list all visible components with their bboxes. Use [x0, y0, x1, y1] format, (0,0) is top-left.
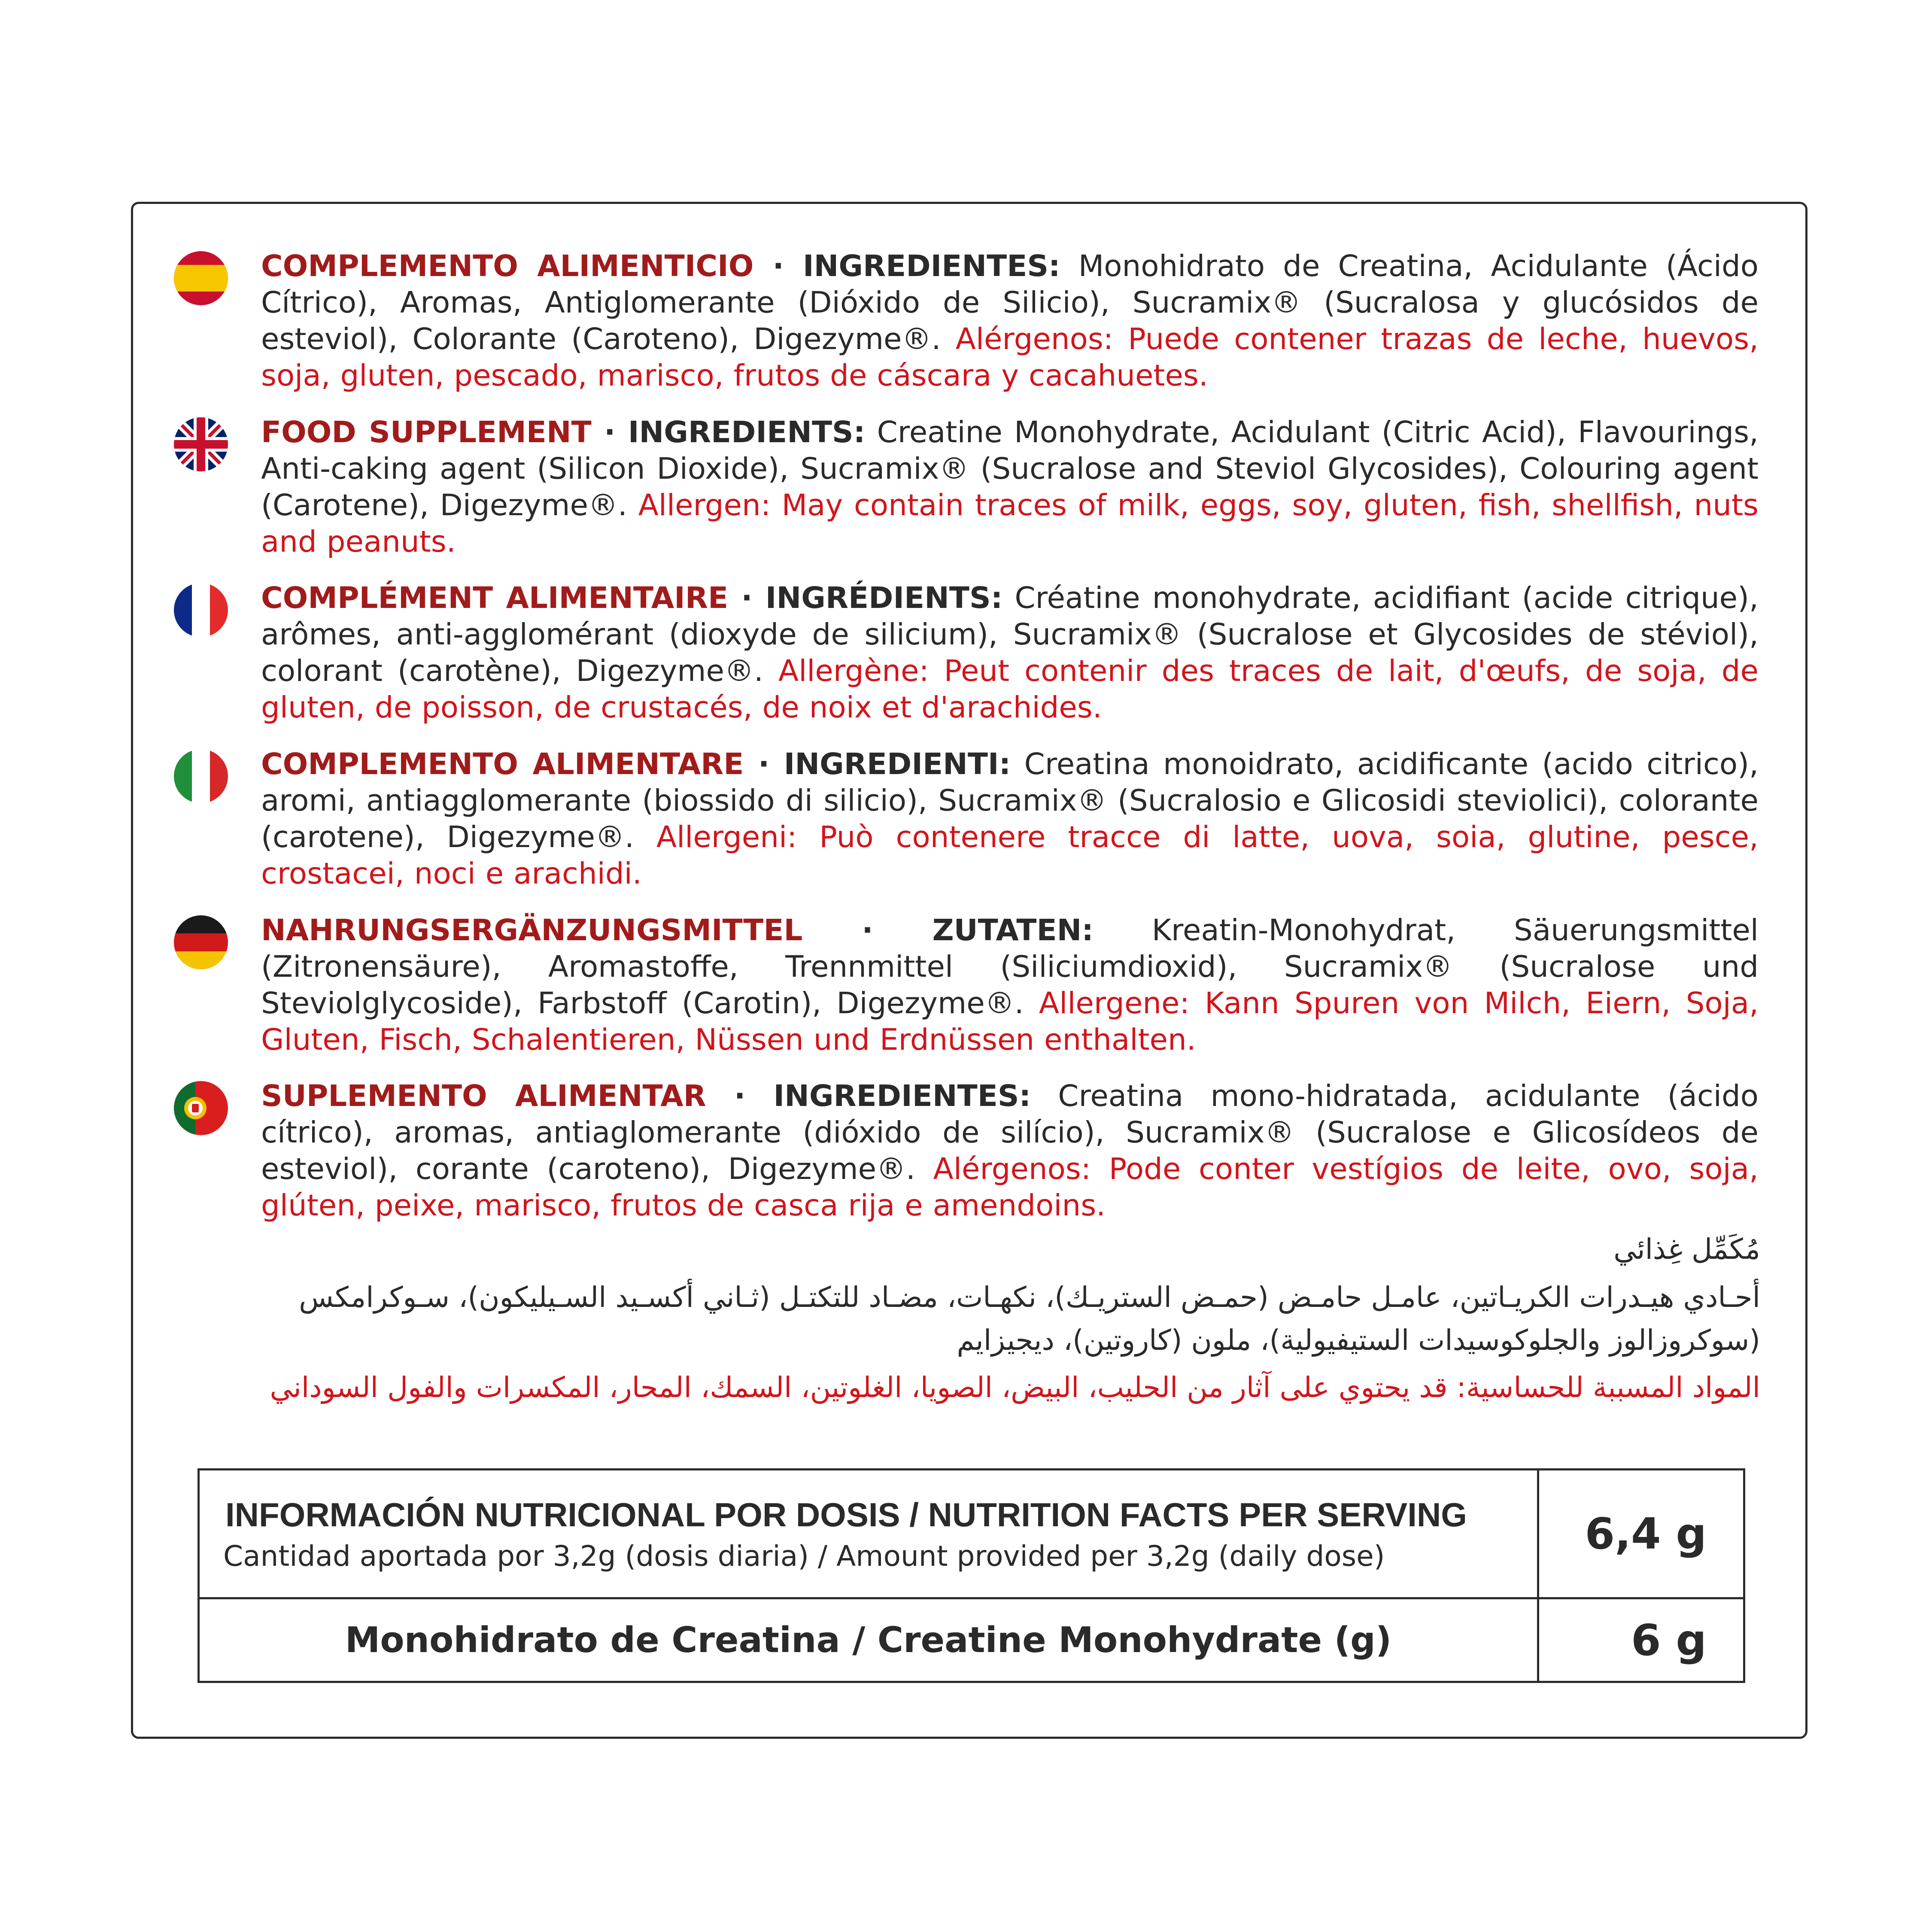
- ingredients-label: INGREDIENTS:: [628, 415, 866, 450]
- arabic-title: مُكَمِّل غِذائي: [1613, 1233, 1760, 1266]
- spain-flag-icon: [174, 251, 228, 305]
- nutrition-subheader: Cantidad aportada por 3,2g (dosis diaria) / Amount provided per 3,2g (daily dose): [223, 1539, 1385, 1573]
- nutrition-header-row: [199, 1470, 1744, 1598]
- nutrition-header: INFORMACIÓN NUTRICIONAL POR DOSIS / NUTRITION FACTS PER SERVING: [225, 1495, 1467, 1534]
- arabic-allergens: المواد المسببة للحساسية: قد يحتوي على آثار من الحليب، البيض، الصويا، الغلوتين، السمك، المحار، المكسرات والفول السوداني: [270, 1371, 1760, 1404]
- allergens-text: Allergeni: Può contenere tracce di latte, uova, soia, glutine, pesce, crostacei, noci e arachidi.: [261, 820, 1759, 891]
- lang-block-es: [261, 248, 1759, 394]
- lang-block-en: [261, 414, 1759, 560]
- france-flag-icon: [174, 583, 228, 637]
- separator: ·: [591, 415, 628, 450]
- ingredients-text: Creatine Monohydrate, Acidulant (Citric Acid), Flavourings, Anti-caking agent (Silicon Dioxide), Sucramix® (Sucralose and Steviol Glycosides), Colouring agent (Carotene), Digezyme®.: [261, 415, 1759, 522]
- separator: ·: [802, 913, 933, 948]
- serving-value: 6,4 g: [1538, 1470, 1744, 1598]
- ingredients-text: Monohidrato de Creatina, Acidulante (Ácido Cítrico), Aromas, Antiglomerante (Dióxido de Silicio), Sucramix® (Sucralosa y glucósidos de esteviol), Colorante (Caroteno), Digezyme®.: [261, 249, 1759, 356]
- allergens-text: Allergen: May contain traces of milk, eggs, soy, gluten, fish, shellfish, nuts and peanuts.: [261, 488, 1759, 559]
- ingredients-label: ZUTATEN:: [932, 913, 1094, 948]
- product-type-label: FOOD SUPPLEMENT: [261, 415, 592, 450]
- nutrition-row: [199, 1598, 1744, 1682]
- ingredients-text: Creatina mono-hidratada, acidulante (ácido cítrico), aromas, antiaglomerante (dióxido de silício), Sucramix® (Sucralose e Glicosídeos de esteviol), corante (caroteno), Digezyme®.: [261, 1079, 1759, 1186]
- product-type-label: NAHRUNGSERGÄNZUNGSMITTEL: [261, 913, 803, 948]
- separator: ·: [706, 1079, 774, 1113]
- lang-block-it: [261, 746, 1759, 892]
- portugal-flag-icon: [174, 1081, 228, 1135]
- lang-block-de: [261, 912, 1759, 1058]
- ingredients-label: INGREDIENTES:: [773, 1079, 1031, 1113]
- lang-block-fr: [261, 580, 1759, 726]
- allergens-text: Allergène: Peut contenir des traces de lait, d'œufs, de soja, de gluten, de poisson, de crustacés, de noix et d'arachides.: [261, 654, 1759, 725]
- ingredients-text: Kreatin-Monohydrat, Säuerungsmittel (Zitronensäure), Aromastoffe, Trennmittel (Siliciumdioxid), Sucramix® (Sucralose und Steviolglycoside), Farbstoff (Carotin), Digezyme®.: [261, 913, 1759, 1021]
- ingredients-label: INGREDIENTI:: [784, 747, 1011, 781]
- ingredients-label: INGREDIENTES:: [803, 249, 1060, 283]
- allergens-text: Alérgenos: Puede contener trazas de leche, huevos, soja, gluten, pescado, marisco, frutos de cáscara y cacahuetes.: [261, 322, 1759, 393]
- separator: ·: [728, 581, 766, 615]
- separator: ·: [753, 249, 803, 283]
- lang-block-pt: [261, 1078, 1759, 1224]
- nutrition-table: [197, 1468, 1745, 1683]
- allergens-text: Allergene: Kann Spuren von Milch, Eiern, Soja, Gluten, Fisch, Schalentieren, Nüssen und Erdnüssen enthalten.: [261, 986, 1759, 1057]
- product-type-label: SUPLEMENTO ALIMENTAR: [261, 1079, 706, 1113]
- italy-flag-icon: [174, 749, 228, 803]
- nutrient-value: 6 g: [1538, 1598, 1744, 1682]
- product-type-label: COMPLÉMENT ALIMENTAIRE: [261, 581, 729, 615]
- ingredients-label: INGRÉDIENTS:: [765, 581, 1003, 615]
- separator: ·: [744, 747, 784, 781]
- lang-block-ar: [232, 1228, 1760, 1409]
- product-type-label: COMPLEMENTO ALIMENTICIO: [261, 249, 754, 283]
- nutrition-header-cell: [199, 1470, 1538, 1598]
- product-type-label: COMPLEMENTO ALIMENTARE: [261, 747, 744, 781]
- ingredients-text: Créatine monohydrate, acidifiant (acide citrique), arômes, anti-agglomérant (dioxyde de silicium), Sucramix® (Sucralose et Glycosides de stéviol), colorant (carotène), Digezyme®.: [261, 581, 1759, 688]
- germany-flag-icon: [174, 915, 228, 969]
- allergens-text: Alérgenos: Pode conter vestígios de leite, ovo, soja, glúten, peixe, marisco, frutos de casca rija e amendoins.: [261, 1152, 1759, 1223]
- ingredients-text: Creatina monoidrato, acidificante (acido citrico), aromi, antiagglomerante (biossido di silicio), Sucramix® (Sucralosio e Glicosidi steviolici), colorante (carotene), Digezyme®.: [261, 747, 1759, 854]
- nutrient-label: Monohidrato de Creatina / Creatine Monohydrate (g): [199, 1598, 1538, 1682]
- arabic-ingredients: أحـادي هيـدرات الكريـاتين، عامـل حامـض (حمـض الستريـك)، نكهـات، مضـاد للتكتـل (ثـاني أكسـيد السـيليكون)، سـوكرامكس (سوكروزالوز والجلوكوسيدات الستيفيولية)، ملون (كاروتين)، ديجيزايم: [299, 1281, 1760, 1357]
- uk-flag-icon: [174, 417, 228, 471]
